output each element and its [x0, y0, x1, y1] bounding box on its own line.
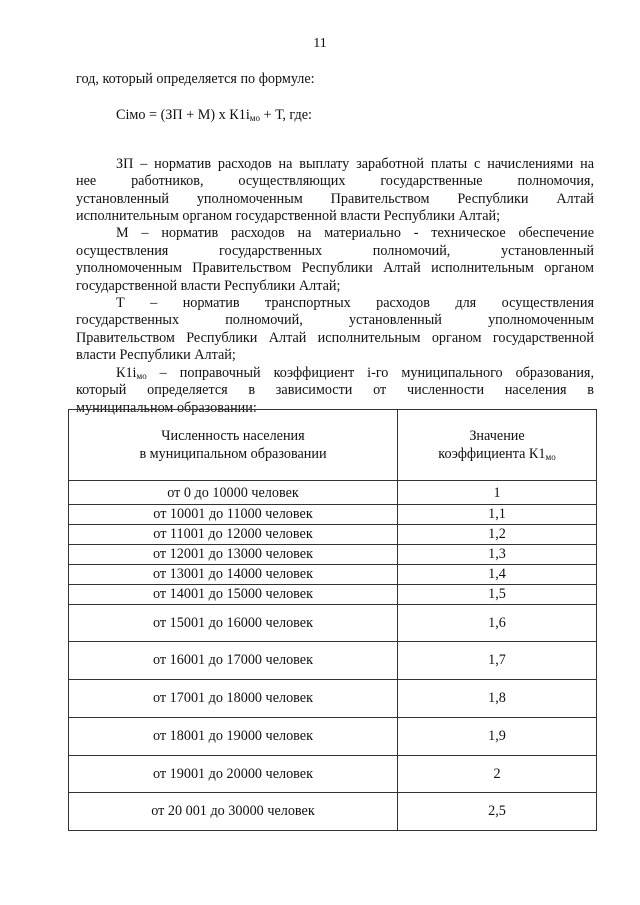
- header-population: Численность населения в муниципальном образовании: [69, 410, 398, 481]
- value-cell: 2: [398, 756, 597, 793]
- table-row: [69, 642, 597, 680]
- k-sub: мо: [136, 370, 147, 381]
- formula: [76, 107, 594, 124]
- formula-prefix: Ciмо = (ЗП + М) х К1i: [116, 107, 250, 124]
- population-cell: от 18001 до 19000 человек: [69, 718, 398, 756]
- table-row: [69, 545, 597, 565]
- page-number: 11: [313, 36, 327, 51]
- table-row: [69, 481, 597, 505]
- population-cell: от 14001 до 15000 человек: [69, 585, 398, 605]
- formula-suffix: + Т, где:: [259, 107, 312, 124]
- value-cell: 2,5: [398, 793, 597, 831]
- coefficient-table-wrap: [68, 409, 596, 831]
- table-row: [69, 565, 597, 585]
- table-header-row: [69, 410, 597, 481]
- paragraph-line: государственной власти Республики Алтай;: [76, 277, 341, 294]
- k-prefix: К1i: [116, 364, 137, 381]
- k-suffix: – поправочный коэффициент i-го муниципального образования,: [146, 364, 594, 381]
- table-row: [69, 718, 597, 756]
- header-coefficient: Значение коэффициента $К1_{мо}$: [398, 410, 597, 481]
- intro-line: год, который определяется по формуле:: [76, 71, 315, 87]
- paragraph-line: который определяется в зависимости от численности населения в: [76, 382, 594, 399]
- paragraph-zp: [76, 156, 594, 226]
- paragraph-line: нее работников, осуществляющих государственные полномочия,: [76, 173, 594, 190]
- population-cell: от 20 001 до 30000 человек: [69, 793, 398, 831]
- paragraph-line: уполномоченным Правительством Республики Алтай исполнительным органом: [76, 260, 594, 277]
- population-cell: от 17001 до 18000 человек: [69, 680, 398, 718]
- paragraph-line: власти Республики Алтай;: [76, 347, 236, 364]
- paragraph-line: [76, 365, 594, 382]
- value-cell: 1,6: [398, 605, 597, 642]
- paragraph-line: муниципальном образовании:: [76, 399, 257, 416]
- paragraph-line: осуществления государственных полномочий, установленный: [76, 242, 594, 259]
- coefficient-table: [68, 409, 597, 831]
- population-cell: от 13001 до 14000 человек: [69, 565, 398, 585]
- paragraph-line: Т – норматив транспортных расходов для осуществления: [116, 295, 594, 312]
- document-body: [76, 71, 594, 417]
- table-row: [69, 756, 597, 793]
- paragraph-line: установленный уполномоченным Правительством Республики Алтай: [76, 190, 594, 207]
- value-cell: 1,8: [398, 680, 597, 718]
- value-cell: 1,4: [398, 565, 597, 585]
- paragraph-line: Правительством Республики Алтай исполнительным органом государственной: [76, 329, 594, 346]
- value-cell: 1,9: [398, 718, 597, 756]
- paragraph-line: исполнительным органом государственной власти Республики Алтай;: [76, 208, 501, 225]
- paragraph-m: [76, 225, 594, 295]
- paragraph-line: государственных полномочий, установленный уполномоченным: [76, 312, 594, 329]
- table-row: [69, 505, 597, 525]
- population-cell: от 12001 до 13000 человек: [69, 545, 398, 565]
- population-cell: от 10001 до 11000 человек: [69, 505, 398, 525]
- value-cell: 1: [398, 481, 597, 505]
- population-cell: от 16001 до 17000 человек: [69, 642, 398, 680]
- value-cell: 1,1: [398, 505, 597, 525]
- population-cell: от 0 до 10000 человек: [69, 481, 398, 505]
- table-row: [69, 525, 597, 545]
- paragraph-line: М – норматив расходов на материально - техническое обеспечение: [116, 225, 594, 242]
- value-cell: 1,2: [398, 525, 597, 545]
- table-row: [69, 585, 597, 605]
- table-row: [69, 680, 597, 718]
- value-cell: 1,5: [398, 585, 597, 605]
- population-cell: от 15001 до 16000 человек: [69, 605, 398, 642]
- table-row: [69, 793, 597, 831]
- population-cell: от 11001 до 12000 человек: [69, 525, 398, 545]
- paragraph-t: [76, 295, 594, 365]
- paragraph-line: ЗП – норматив расходов на выплату заработной платы с начислениями на: [116, 155, 594, 172]
- value-cell: 1,7: [398, 642, 597, 680]
- population-cell: от 19001 до 20000 человек: [69, 756, 398, 793]
- table-row: [69, 605, 597, 642]
- value-cell: 1,3: [398, 545, 597, 565]
- formula-sub: мо: [249, 113, 260, 124]
